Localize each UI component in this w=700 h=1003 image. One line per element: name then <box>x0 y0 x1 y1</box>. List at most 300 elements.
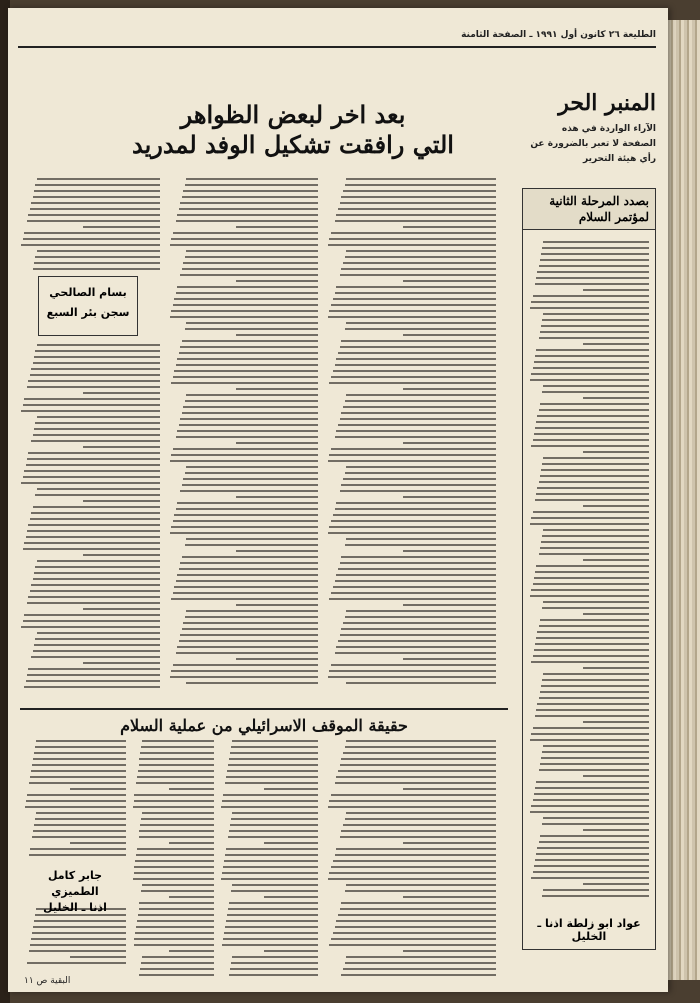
side-article-title: بصدد المرحلة الثانية لمؤتمر السلام <box>523 189 655 230</box>
text-line <box>141 818 214 820</box>
text-line <box>346 250 496 252</box>
text-line <box>21 482 160 484</box>
text-line <box>583 289 649 291</box>
text-line <box>28 524 160 526</box>
text-line <box>31 938 126 940</box>
text-line <box>182 412 319 414</box>
text-line <box>142 956 214 958</box>
text-line <box>23 238 160 240</box>
text-line <box>236 280 319 282</box>
text-line <box>534 361 649 363</box>
text-line <box>35 818 126 820</box>
text-line <box>583 883 649 885</box>
text-line <box>335 436 497 438</box>
text-line <box>140 968 214 970</box>
text-line <box>138 770 214 772</box>
text-line <box>228 908 318 910</box>
text-line <box>403 896 497 898</box>
text-line <box>341 484 496 486</box>
text-line <box>340 836 496 838</box>
text-line <box>335 652 497 654</box>
text-line <box>33 650 160 652</box>
text-line <box>137 848 214 850</box>
text-line <box>180 562 318 564</box>
text-line <box>340 202 496 204</box>
text-line <box>30 776 126 778</box>
text-line <box>134 866 214 868</box>
text-line <box>542 751 649 753</box>
text-line <box>31 770 126 772</box>
text-line <box>346 812 496 814</box>
text-line <box>340 490 496 492</box>
text-line <box>223 794 318 796</box>
text-line <box>331 304 496 306</box>
text-line <box>223 866 318 868</box>
text-line <box>171 526 318 528</box>
text-line <box>403 334 497 336</box>
text-line <box>333 860 496 862</box>
main-article-column-3 <box>326 178 496 698</box>
text-line <box>222 800 318 802</box>
text-line <box>32 764 126 766</box>
text-line <box>543 457 649 459</box>
text-line <box>536 565 649 567</box>
text-line <box>583 721 649 723</box>
text-line <box>341 196 496 198</box>
text-line <box>336 214 496 216</box>
text-line <box>232 884 318 886</box>
text-line <box>535 427 649 429</box>
text-line <box>31 368 160 370</box>
text-line <box>27 602 160 604</box>
text-line <box>33 578 160 580</box>
text-line <box>539 481 649 483</box>
text-line <box>33 758 126 760</box>
text-line <box>340 908 496 910</box>
text-line <box>535 571 649 573</box>
text-line <box>346 394 496 396</box>
text-line <box>30 848 126 850</box>
text-line <box>83 446 160 448</box>
text-line <box>170 460 319 462</box>
text-line <box>340 418 496 420</box>
text-line <box>403 658 497 660</box>
text-line <box>531 445 649 447</box>
text-line <box>341 340 496 342</box>
text-line <box>176 364 319 366</box>
newspaper-page <box>8 8 668 992</box>
text-line <box>27 962 126 964</box>
text-line <box>36 740 126 742</box>
text-line <box>24 232 160 234</box>
text-line <box>403 280 497 282</box>
text-line <box>533 655 649 657</box>
text-line <box>225 926 318 928</box>
text-line <box>531 301 649 303</box>
text-line <box>141 890 214 892</box>
text-line <box>329 526 496 528</box>
text-line <box>543 817 649 819</box>
text-line <box>541 757 649 759</box>
text-line <box>134 938 214 940</box>
text-line <box>180 490 318 492</box>
text-line <box>141 962 214 964</box>
text-line <box>70 956 126 958</box>
text-line <box>535 499 649 501</box>
text-line <box>226 920 318 922</box>
text-line <box>186 466 318 468</box>
text-line <box>30 208 160 210</box>
text-line <box>24 614 160 616</box>
text-line <box>83 392 160 394</box>
text-line <box>230 824 318 826</box>
text-line <box>35 350 160 352</box>
text-line <box>177 358 318 360</box>
text-line <box>539 841 649 843</box>
text-line <box>335 926 497 928</box>
text-line <box>229 974 318 976</box>
text-line <box>536 781 649 783</box>
text-line <box>173 304 319 306</box>
text-line <box>226 848 318 850</box>
text-line <box>331 232 496 234</box>
text-line <box>338 352 496 354</box>
text-line <box>539 337 649 339</box>
text-line <box>346 956 496 958</box>
text-line <box>171 238 318 240</box>
text-line <box>543 529 649 531</box>
text-line <box>169 896 214 898</box>
text-line <box>140 752 214 754</box>
text-line <box>336 646 496 648</box>
text-line <box>583 397 649 399</box>
text-line <box>345 184 496 186</box>
text-line <box>343 968 496 970</box>
text-line <box>134 944 214 946</box>
text-line <box>225 782 318 784</box>
text-line <box>338 568 496 570</box>
text-line <box>141 746 214 748</box>
text-line <box>176 292 319 294</box>
text-line <box>236 550 319 552</box>
text-line <box>336 502 496 504</box>
second-author-location: اذنا ـ الخليل <box>43 901 107 914</box>
text-line <box>221 806 318 808</box>
text-line <box>26 464 160 466</box>
text-line <box>228 764 318 766</box>
text-line <box>35 638 160 640</box>
text-line <box>32 836 126 838</box>
text-line <box>530 379 649 381</box>
text-line <box>329 670 496 672</box>
text-line <box>30 590 160 592</box>
text-line <box>136 926 214 928</box>
text-line <box>343 622 496 624</box>
text-line <box>183 622 318 624</box>
text-line <box>583 829 649 831</box>
text-line <box>37 250 160 252</box>
text-line <box>537 271 649 273</box>
text-line <box>21 626 160 628</box>
text-line <box>37 178 160 180</box>
text-line <box>535 283 649 285</box>
text-line <box>171 310 318 312</box>
text-line <box>179 640 319 642</box>
text-line <box>26 680 160 682</box>
text-line <box>37 560 160 562</box>
text-line <box>333 514 496 516</box>
text-line <box>345 328 496 330</box>
text-line <box>30 944 126 946</box>
text-line <box>171 382 318 384</box>
text-line <box>530 739 649 741</box>
text-line <box>24 542 160 544</box>
text-line <box>231 746 318 748</box>
text-line <box>186 394 318 396</box>
text-line <box>583 505 649 507</box>
text-line <box>341 628 496 630</box>
text-line <box>27 220 160 222</box>
text-line <box>542 535 649 537</box>
text-line <box>169 950 214 952</box>
text-line <box>37 416 160 418</box>
text-line <box>139 974 214 976</box>
text-line <box>183 478 318 480</box>
text-line <box>341 268 496 270</box>
text-line <box>24 398 160 400</box>
text-line <box>533 727 649 729</box>
text-line <box>185 616 319 618</box>
text-line <box>403 388 497 390</box>
text-line <box>328 878 496 880</box>
text-line <box>185 400 319 402</box>
text-line <box>542 823 649 825</box>
text-line <box>177 214 318 216</box>
text-line <box>534 865 649 867</box>
text-line <box>535 859 649 861</box>
text-line <box>264 950 318 952</box>
text-line <box>171 598 318 600</box>
text-line <box>343 752 496 754</box>
text-line <box>170 244 319 246</box>
text-line <box>173 664 319 666</box>
text-line <box>29 854 126 856</box>
text-line <box>341 902 496 904</box>
text-line <box>31 440 160 442</box>
text-line <box>33 362 160 364</box>
text-line <box>335 364 497 366</box>
text-line <box>37 632 160 634</box>
text-line <box>186 178 318 180</box>
text-line <box>533 511 649 513</box>
text-line <box>346 682 496 684</box>
text-line <box>222 944 318 946</box>
text-line <box>29 782 126 784</box>
text-line <box>346 610 496 612</box>
text-line <box>23 548 160 550</box>
text-line <box>541 541 649 543</box>
text-line <box>182 268 319 270</box>
text-line <box>264 788 318 790</box>
text-line <box>345 472 496 474</box>
text-line <box>35 422 160 424</box>
text-line <box>336 430 496 432</box>
text-line <box>35 746 126 748</box>
text-line <box>534 649 649 651</box>
text-line <box>328 806 496 808</box>
text-line <box>34 262 160 264</box>
text-line <box>531 661 649 663</box>
text-line <box>186 538 318 540</box>
text-line <box>335 580 497 582</box>
text-line <box>331 866 496 868</box>
text-line <box>236 226 319 228</box>
text-line <box>535 787 649 789</box>
text-line <box>27 386 160 388</box>
text-line <box>335 854 497 856</box>
text-line <box>331 448 496 450</box>
text-line <box>341 556 496 558</box>
second-article-column-3 <box>132 740 214 980</box>
main-author-location: سجن بئر السبع <box>46 306 130 319</box>
text-line <box>403 788 497 790</box>
text-line <box>533 871 649 873</box>
text-line <box>541 325 649 327</box>
text-line <box>537 703 649 705</box>
text-line <box>177 646 318 648</box>
text-line <box>336 848 496 850</box>
text-line <box>177 574 318 576</box>
text-line <box>328 460 496 462</box>
text-line <box>230 968 318 970</box>
text-line <box>139 758 214 760</box>
text-line <box>177 286 318 288</box>
text-line <box>182 196 319 198</box>
text-line <box>540 547 649 549</box>
text-line <box>185 256 319 258</box>
text-line <box>180 634 318 636</box>
text-line <box>343 406 496 408</box>
text-line <box>329 238 496 240</box>
text-line <box>27 674 160 676</box>
text-line <box>176 652 319 654</box>
text-line <box>169 788 214 790</box>
second-headline: حقيقة الموقف الاسرائيلي من عملية السلام <box>20 708 508 735</box>
text-line <box>32 932 126 934</box>
text-line <box>35 566 160 568</box>
text-line <box>139 830 214 832</box>
text-line <box>136 782 214 784</box>
text-line <box>170 676 319 678</box>
text-line <box>23 404 160 406</box>
text-line <box>180 418 318 420</box>
text-line <box>142 740 214 742</box>
text-line <box>142 812 214 814</box>
text-line <box>338 640 496 642</box>
text-line <box>536 709 649 711</box>
text-line <box>343 478 496 480</box>
text-line <box>535 643 649 645</box>
text-line <box>336 776 496 778</box>
main-headline <box>78 100 508 160</box>
text-line <box>536 277 649 279</box>
text-line <box>534 577 649 579</box>
text-line <box>329 872 496 874</box>
text-line <box>335 508 497 510</box>
text-line <box>531 589 649 591</box>
text-line <box>186 250 318 252</box>
text-line <box>543 385 649 387</box>
text-line <box>31 512 160 514</box>
text-line <box>29 950 126 952</box>
text-line <box>33 926 126 928</box>
text-line <box>345 818 496 820</box>
text-line <box>536 637 649 639</box>
text-line <box>346 178 496 180</box>
text-line <box>185 184 319 186</box>
text-line <box>169 842 214 844</box>
text-line <box>336 358 496 360</box>
text-line <box>174 514 318 516</box>
text-line <box>331 938 496 940</box>
second-article-column-4 <box>24 740 126 860</box>
text-line <box>139 908 214 910</box>
second-article-column-1 <box>326 740 496 980</box>
text-line <box>340 274 496 276</box>
text-line <box>530 307 649 309</box>
text-line <box>174 586 318 588</box>
text-line <box>340 562 496 564</box>
text-line <box>139 836 214 838</box>
text-line <box>70 842 126 844</box>
text-line <box>83 226 160 228</box>
text-line <box>173 592 319 594</box>
text-line <box>236 604 319 606</box>
text-line <box>176 436 319 438</box>
text-line <box>35 494 160 496</box>
text-line <box>36 812 126 814</box>
text-line <box>225 854 318 856</box>
text-line <box>138 914 214 916</box>
text-line <box>331 592 496 594</box>
text-line <box>83 554 160 556</box>
text-line <box>345 616 496 618</box>
text-line <box>536 853 649 855</box>
text-line <box>231 890 318 892</box>
text-line <box>236 658 319 660</box>
text-line <box>26 536 160 538</box>
text-line <box>83 500 160 502</box>
text-line <box>174 298 318 300</box>
text-line <box>28 214 160 216</box>
text-line <box>336 574 496 576</box>
text-line <box>333 298 496 300</box>
text-line <box>180 346 318 348</box>
text-line <box>333 932 496 934</box>
issue-line: الطليعة ٢٦ كانون أول ١٩٩١ ـ الصفحة الثامنة <box>461 30 656 40</box>
text-line <box>31 656 160 658</box>
text-line <box>182 340 319 342</box>
text-line <box>232 740 318 742</box>
text-line <box>345 890 496 892</box>
text-line <box>403 604 497 606</box>
text-line <box>539 625 649 627</box>
text-line <box>336 286 496 288</box>
text-line <box>345 400 496 402</box>
text-line <box>345 256 496 258</box>
text-line <box>540 259 649 261</box>
text-line <box>340 346 496 348</box>
